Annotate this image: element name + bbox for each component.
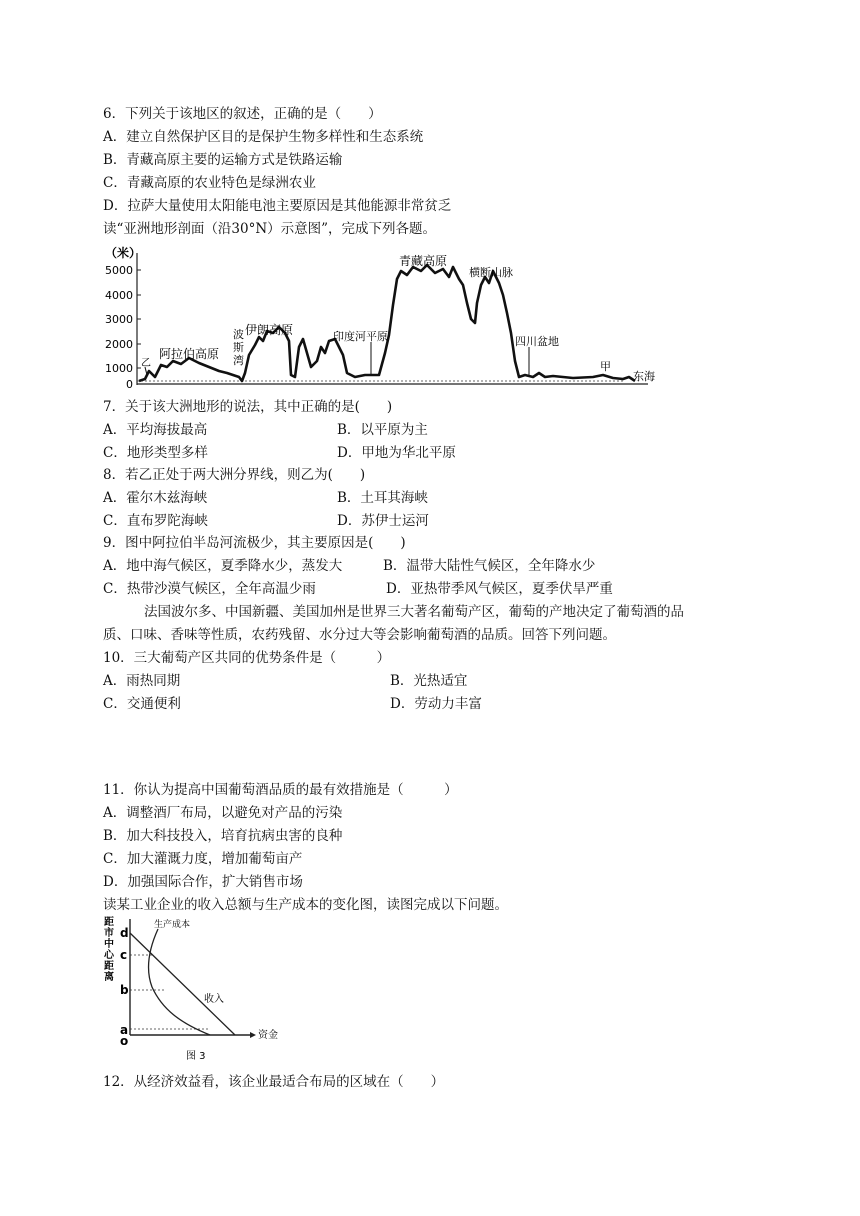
q11-stem: 11．你认为提高中国葡萄酒品质的最有效措施是（ ） xyxy=(103,782,458,798)
q6-stem: 6．下列关于该地区的叙述，正确的是（ ） xyxy=(103,106,382,122)
q10-option-b: B．光热适宜 xyxy=(390,673,468,689)
ylabel-char-1: 距 xyxy=(104,917,114,928)
q7-option-a: A．平均海拔最高 xyxy=(103,422,208,438)
ylabel-char-2: 市 xyxy=(104,928,114,939)
income-line xyxy=(130,933,235,1035)
label-sichuan-basin: 四川盆地 xyxy=(515,335,559,348)
label-iranian-plateau: 伊朗高原 xyxy=(245,323,294,337)
q11-option-b: B．加大科技投入，培育抗病虫害的良种 xyxy=(103,828,343,844)
q11-option-d: D．加强国际合作，扩大销售市场 xyxy=(103,874,303,890)
cost-curve-label: 生产成本 xyxy=(154,920,191,930)
q9-option-c: C．热带沙漠气候区，全年高温少雨 xyxy=(103,581,316,597)
ylabel-char-6: 离 xyxy=(104,972,114,983)
ylabel-char-5: 距 xyxy=(104,961,114,972)
ylabel-char-4: 心 xyxy=(104,950,114,961)
ylabel-char-3: 中 xyxy=(104,939,114,950)
label-indus-plain: 印度河平原 xyxy=(333,330,388,343)
profile-intro: 读“亚洲地形剖面（沿30°N）示意图”，完成下列各题。 xyxy=(103,221,437,237)
point-d: d xyxy=(120,926,129,940)
q8-stem: 8．若乙正处于两大洲分界线，则乙为( ) xyxy=(103,467,366,483)
q7-option-c: C．地形类型多样 xyxy=(103,445,208,461)
wine-passage-line-1: 法国波尔多、中国新疆、美国加州是世界三大著名葡萄产区，葡萄的产地决定了葡萄酒的品 xyxy=(144,604,684,620)
q8-option-b: B．土耳其海峡 xyxy=(337,490,428,506)
q9-option-b: B．温带大陆性气候区，全年降水少 xyxy=(383,558,596,574)
q8-option-d: D．苏伊士运河 xyxy=(337,513,429,529)
q8-option-a: A．霍尔木兹海峡 xyxy=(103,490,208,506)
q9-stem: 9．图中阿拉伯半岛河流极少，其主要原因是( ) xyxy=(103,535,406,551)
q8-option-c: C．直布罗陀海峡 xyxy=(103,513,208,529)
point-b: b xyxy=(120,983,129,997)
point-o: o xyxy=(120,1034,129,1048)
q6-option-c: C．青藏高原的农业特色是绿洲农业 xyxy=(103,175,316,191)
label-persian-3: 湾 xyxy=(233,354,244,367)
asia-profile-figure xyxy=(103,243,673,393)
q10-option-a: A．雨热同期 xyxy=(103,673,181,689)
tick-3000: 3000 xyxy=(105,313,133,326)
q11-option-a: A．调整酒厂布局，以避免对产品的污染 xyxy=(103,805,343,821)
q9-option-d: D．亚热带季风气候区，夏季伏旱严重 xyxy=(386,581,613,597)
q9-option-a: A．地中海气候区，夏季降水少，蒸发大 xyxy=(103,558,343,574)
q12-stem: 12．从经济效益看，该企业最适合布局的区域在（ ） xyxy=(103,1074,445,1090)
figure-3-caption: 图 3 xyxy=(186,1051,206,1062)
label-persian-1: 波 xyxy=(233,328,244,341)
tick-1000: 1000 xyxy=(105,362,133,375)
tick-4000: 4000 xyxy=(105,289,133,302)
label-qinghai-tibet-plateau: 青藏高原 xyxy=(399,254,448,268)
tick-0: 0 xyxy=(126,378,133,391)
q10-option-d: D．劳动力丰富 xyxy=(390,696,482,712)
income-line-label: 收入 xyxy=(204,994,224,1005)
label-east-sea: 东海 xyxy=(633,370,655,383)
q11-option-c: C．加大灌溉力度，增加葡萄亩产 xyxy=(103,851,303,867)
figure-3-cost-income xyxy=(100,913,290,1063)
fig3-intro: 读某工业企业的收入总额与生产成本的变化图，读图完成以下问题。 xyxy=(103,897,508,913)
label-hengduan-mountains: 横断山脉 xyxy=(469,266,513,279)
cost-curve xyxy=(149,929,210,1035)
tick-5000: 5000 xyxy=(105,264,133,277)
q10-stem: 10．三大葡萄产区共同的优势条件是（ ） xyxy=(103,650,391,666)
fig3-xlabel: 资金 xyxy=(258,1030,278,1041)
label-yi: 乙 xyxy=(141,358,151,369)
q7-option-b: B．以平原为主 xyxy=(337,422,428,438)
label-arabian-plateau: 阿拉伯高原 xyxy=(159,347,220,361)
q10-option-c: C．交通便利 xyxy=(103,696,181,712)
unit-label: （米） xyxy=(105,246,142,260)
label-jia: 甲 xyxy=(600,360,611,373)
point-c: c xyxy=(120,948,128,962)
q6-option-b: B．青藏高原主要的运输方式是铁路运输 xyxy=(103,152,343,168)
q6-option-d: D．拉萨大量使用太阳能电池主要原因是其他能源非常贫乏 xyxy=(103,198,452,214)
q7-stem: 7．关于该大洲地形的说法，其中正确的是( ) xyxy=(103,399,393,415)
label-persian-2: 斯 xyxy=(233,341,244,354)
q7-option-d: D．甲地为华北平原 xyxy=(337,445,456,461)
wine-passage-line-2: 质、口味、香味等性质，农药残留、水分过大等会影响葡萄酒的品质。回答下列问题。 xyxy=(103,627,616,643)
q6-option-a: A．建立自然保护区目的是保护生物多样性和生态系统 xyxy=(103,129,424,145)
terrain-profile xyxy=(139,265,635,381)
tick-2000: 2000 xyxy=(105,338,133,351)
point-a: a xyxy=(120,1023,129,1037)
